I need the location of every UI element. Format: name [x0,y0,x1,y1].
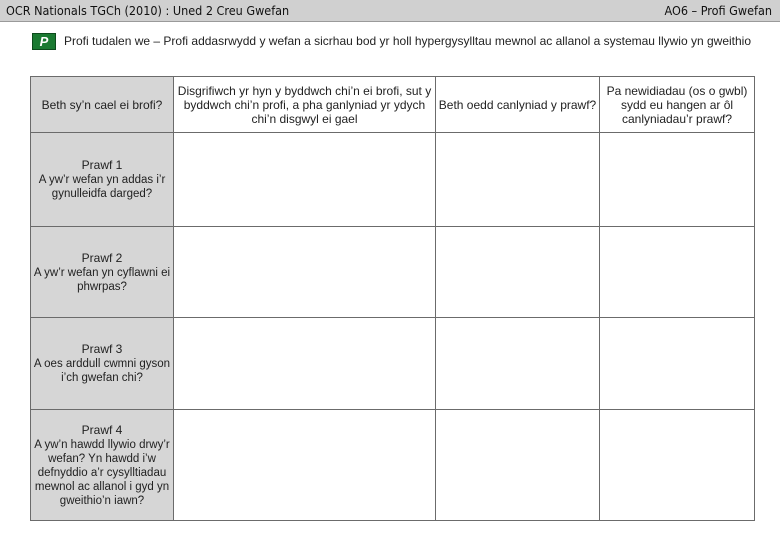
result-cell[interactable] [436,227,600,318]
test-title: Prawf 4 [81,422,123,437]
document-header-bar [0,0,780,22]
p-badge-icon: P [32,33,56,50]
changes-cell[interactable] [600,410,755,521]
changes-cell[interactable] [600,318,755,410]
test-label-cell [31,133,174,227]
course-title: OCR Nationals TGCh (2010) : Uned 2 Creu Gwefan [6,3,290,18]
test-question: A yw’r wefan yn addas i’r gynulleidfa darged? [38,174,166,200]
test-title: Prawf 1 [81,158,123,172]
changes-cell[interactable] [600,133,755,227]
test-question: A yw’n hawdd llywio drwy’r wefan? Yn hawdd i’w defnyddio a’r cysylltiadau mewnol ac allanol i gyd yn gweithio’n iawn? [34,438,170,507]
test-title: Prawf 3 [81,342,123,356]
result-cell[interactable] [436,410,600,521]
test-question: A yw’r wefan yn cyflawni ei phwrpas? [33,266,171,293]
describe-test-cell[interactable] [174,318,436,410]
test-label-cell [31,318,174,410]
test-label-cell [31,410,174,521]
describe-test-cell[interactable] [174,410,436,521]
column-header-changes-needed: Pa newidiadau (os o gwbl) sydd eu hangen ar ôl canlyniadau’r prawf? [600,77,755,133]
describe-test-cell[interactable] [174,227,436,318]
column-header-test-result: Beth oedd canlyniad y prawf? [436,77,600,133]
section-title: AO6 – Profi Gwefan [664,3,772,18]
test-title: Prawf 2 [81,250,123,265]
table-row [31,318,755,410]
table-row [31,227,755,318]
intro-text: Profi tudalen we – Profi addasrwydd y wefan a sicrhau bod yr holl hypergysylltau mewnol ac allanol a systemau llywio yn gweithio [64,34,752,48]
result-cell[interactable] [436,133,600,227]
table-row [31,133,755,227]
test-question: A oes arddull cwmni gyson i’ch gwefan chi? [33,358,171,384]
describe-test-cell[interactable] [174,133,436,227]
changes-cell[interactable] [600,227,755,318]
test-table [30,76,755,521]
table-header-row [31,77,755,133]
result-cell[interactable] [436,318,600,410]
column-header-describe-test: Disgrifiwch yr hyn y byddwch chi’n ei brofi, sut y byddwch chi’n profi, a pha ganlyniad yr ydych chi’n disgwyl ei gael [174,77,436,133]
test-label-cell [31,227,174,318]
table-row [31,410,755,521]
column-header-what-tested: Beth sy’n cael ei brofi? [31,77,174,133]
